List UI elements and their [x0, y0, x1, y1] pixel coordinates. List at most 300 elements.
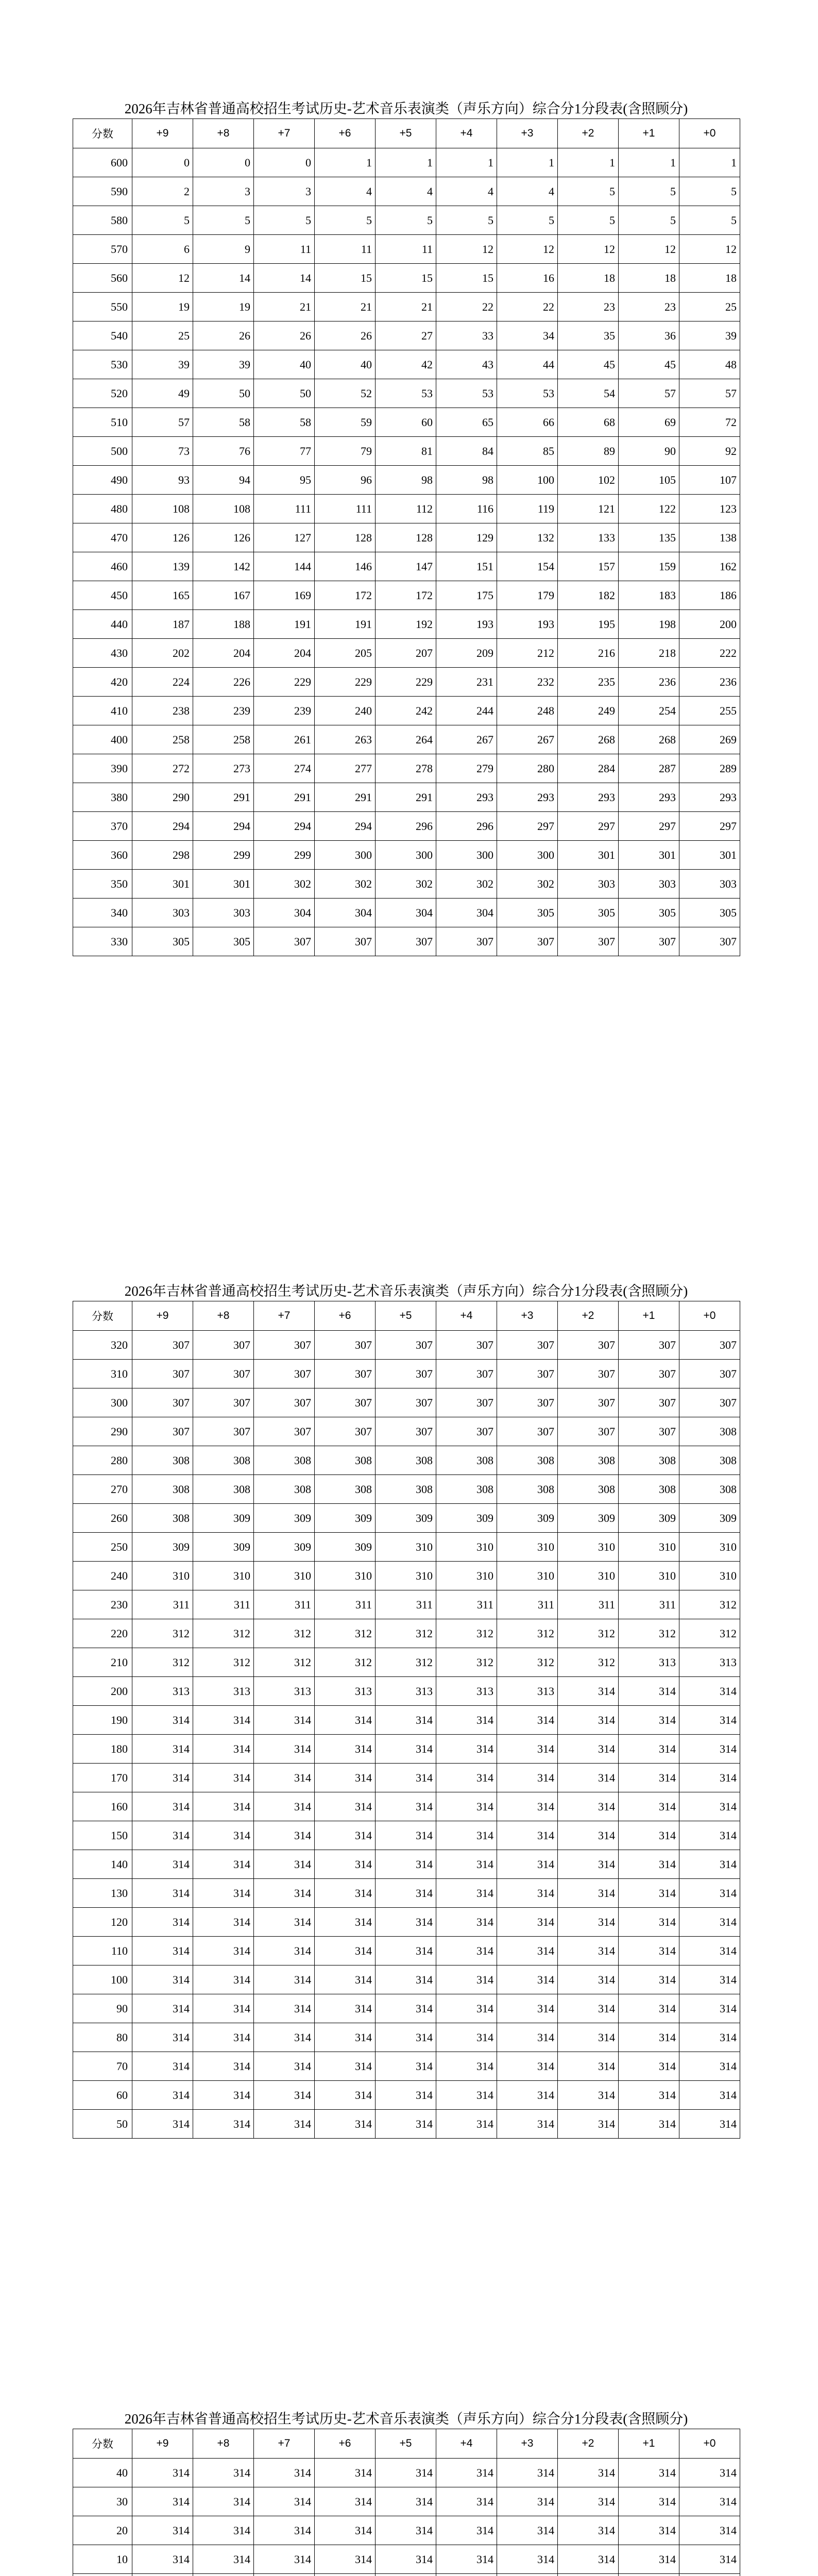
count-cell: 314 [315, 1937, 376, 1965]
count-cell: 307 [558, 1388, 619, 1417]
table-header-row [73, 2429, 740, 2459]
count-cell: 314 [558, 2052, 619, 2081]
count-cell: 307 [132, 1417, 193, 1446]
count-cell: 307 [679, 1388, 740, 1417]
count-cell: 305 [619, 899, 679, 927]
count-cell: 314 [558, 1908, 619, 1937]
count-cell: 84 [436, 437, 497, 466]
count-cell: 25 [679, 293, 740, 321]
count-cell: 314 [619, 1965, 679, 1994]
table-row [73, 321, 740, 350]
column-header-offset: +3 [497, 119, 558, 148]
count-cell: 85 [497, 437, 558, 466]
count-cell: 69 [619, 408, 679, 437]
table-row [73, 2487, 740, 2516]
count-cell: 307 [436, 1388, 497, 1417]
count-cell [315, 2574, 376, 2576]
score-cell: 240 [73, 1562, 132, 1590]
count-cell: 19 [193, 293, 254, 321]
count-cell: 165 [132, 581, 193, 610]
count-cell: 274 [254, 754, 315, 783]
score-cell: 600 [73, 148, 132, 177]
count-cell: 212 [497, 639, 558, 668]
score-cell [73, 2574, 132, 2576]
count-cell: 311 [315, 1590, 376, 1619]
count-cell: 313 [436, 1677, 497, 1706]
count-cell: 300 [376, 841, 436, 870]
score-cell: 500 [73, 437, 132, 466]
count-cell: 314 [679, 1735, 740, 1764]
table-title: 2026年吉林省普通高校招生考试历史-艺术音乐表演类（声乐方向）综合分1分段表(含照顾分) [124, 101, 688, 116]
count-cell: 314 [376, 1994, 436, 2023]
table-row [73, 523, 740, 552]
count-cell: 303 [132, 899, 193, 927]
count-cell: 309 [679, 1504, 740, 1533]
table-row [73, 2052, 740, 2081]
count-cell: 307 [619, 1388, 679, 1417]
count-cell: 314 [193, 2487, 254, 2516]
count-cell: 93 [132, 466, 193, 495]
count-cell: 307 [558, 1331, 619, 1360]
count-cell: 108 [193, 495, 254, 523]
count-cell: 309 [254, 1533, 315, 1562]
count-cell: 264 [376, 725, 436, 754]
count-cell: 307 [497, 1360, 558, 1388]
count-cell: 236 [679, 668, 740, 697]
column-header-offset: +5 [376, 2429, 436, 2459]
count-cell: 314 [376, 1965, 436, 1994]
table-row [73, 581, 740, 610]
count-cell: 307 [497, 1331, 558, 1360]
count-cell: 254 [619, 697, 679, 725]
column-header-score: 分数 [73, 2429, 132, 2459]
count-cell: 297 [497, 812, 558, 841]
count-cell: 314 [679, 2052, 740, 2081]
count-cell: 314 [254, 1879, 315, 1908]
count-cell: 314 [436, 2545, 497, 2574]
count-cell: 293 [558, 783, 619, 812]
count-cell: 291 [315, 783, 376, 812]
column-header-offset: +8 [193, 119, 254, 148]
count-cell: 314 [619, 2110, 679, 2139]
count-cell: 5 [376, 206, 436, 235]
count-cell: 312 [497, 1619, 558, 1648]
count-cell: 193 [436, 610, 497, 639]
count-cell: 0 [193, 148, 254, 177]
count-cell: 314 [132, 1908, 193, 1937]
count-cell: 312 [315, 1619, 376, 1648]
count-cell: 44 [497, 350, 558, 379]
count-cell: 314 [558, 1792, 619, 1821]
count-cell: 310 [619, 1562, 679, 1590]
count-cell: 269 [679, 725, 740, 754]
count-cell: 314 [436, 1735, 497, 1764]
count-cell: 314 [679, 2459, 740, 2487]
count-cell: 314 [132, 2516, 193, 2545]
count-cell: 204 [254, 639, 315, 668]
count-cell: 307 [679, 1331, 740, 1360]
count-cell: 314 [376, 2545, 436, 2574]
column-header-offset: +7 [254, 2429, 315, 2459]
column-header-offset: +2 [558, 119, 619, 148]
count-cell [254, 2574, 315, 2576]
score-cell: 580 [73, 206, 132, 235]
score-cell: 330 [73, 927, 132, 956]
count-cell: 314 [619, 1850, 679, 1879]
count-cell: 314 [254, 2110, 315, 2139]
count-cell: 304 [315, 899, 376, 927]
count-cell: 5 [679, 177, 740, 206]
count-cell: 207 [376, 639, 436, 668]
score-table-page-2 [73, 1279, 740, 2139]
count-cell: 303 [679, 870, 740, 899]
count-cell: 310 [679, 1533, 740, 1562]
count-cell: 314 [679, 2110, 740, 2139]
score-cell: 190 [73, 1706, 132, 1735]
count-cell: 314 [436, 2516, 497, 2545]
count-cell: 314 [132, 1735, 193, 1764]
count-cell: 308 [679, 1446, 740, 1475]
count-cell: 308 [497, 1475, 558, 1504]
count-cell: 307 [619, 927, 679, 956]
count-cell: 314 [132, 1994, 193, 2023]
count-cell: 314 [558, 1677, 619, 1706]
count-cell: 297 [619, 812, 679, 841]
count-cell: 314 [619, 2487, 679, 2516]
count-cell: 159 [619, 552, 679, 581]
count-cell: 314 [679, 1821, 740, 1850]
count-cell: 305 [132, 927, 193, 956]
count-cell [193, 2574, 254, 2576]
count-cell: 5 [619, 177, 679, 206]
count-cell [619, 2574, 679, 2576]
count-cell: 3 [193, 177, 254, 206]
count-cell: 15 [436, 264, 497, 293]
count-cell: 307 [376, 1417, 436, 1446]
score-cell: 530 [73, 350, 132, 379]
count-cell: 312 [436, 1648, 497, 1677]
count-cell: 301 [132, 870, 193, 899]
count-cell: 0 [132, 148, 193, 177]
count-cell: 314 [497, 1879, 558, 1908]
column-header-offset: +7 [254, 119, 315, 148]
count-cell: 314 [497, 2459, 558, 2487]
count-cell: 205 [315, 639, 376, 668]
count-cell: 3 [254, 177, 315, 206]
count-cell: 146 [315, 552, 376, 581]
count-cell: 314 [497, 2081, 558, 2110]
score-cell: 30 [73, 2487, 132, 2516]
column-header-offset: +5 [376, 1301, 436, 1331]
count-cell: 314 [132, 1965, 193, 1994]
count-cell: 310 [679, 1562, 740, 1590]
count-cell: 308 [254, 1446, 315, 1475]
count-cell: 314 [193, 2052, 254, 2081]
count-cell: 195 [558, 610, 619, 639]
column-header-offset: +7 [254, 1301, 315, 1331]
count-cell: 293 [497, 783, 558, 812]
count-cell: 50 [193, 379, 254, 408]
count-cell: 314 [679, 1764, 740, 1792]
count-cell: 42 [376, 350, 436, 379]
count-cell: 314 [376, 2081, 436, 2110]
table-row [73, 1562, 740, 1590]
table-row [73, 841, 740, 870]
count-cell: 313 [679, 1648, 740, 1677]
count-cell [497, 2574, 558, 2576]
table-row [73, 725, 740, 754]
count-cell: 312 [193, 1648, 254, 1677]
count-cell: 307 [315, 1388, 376, 1417]
count-cell: 314 [619, 1792, 679, 1821]
count-cell: 1 [436, 148, 497, 177]
count-cell: 303 [619, 870, 679, 899]
count-cell: 268 [619, 725, 679, 754]
count-cell: 308 [376, 1446, 436, 1475]
count-cell: 15 [315, 264, 376, 293]
count-cell: 175 [436, 581, 497, 610]
count-cell: 290 [132, 783, 193, 812]
count-cell: 312 [254, 1619, 315, 1648]
count-cell: 35 [558, 321, 619, 350]
count-cell: 307 [254, 1417, 315, 1446]
count-cell: 22 [436, 293, 497, 321]
count-cell: 263 [315, 725, 376, 754]
count-cell: 12 [619, 235, 679, 264]
count-cell: 307 [315, 927, 376, 956]
table-row [73, 1475, 740, 1504]
count-cell: 314 [679, 1937, 740, 1965]
count-cell: 312 [619, 1619, 679, 1648]
count-cell: 297 [558, 812, 619, 841]
count-cell: 314 [619, 2081, 679, 2110]
count-cell: 314 [193, 1735, 254, 1764]
count-cell: 5 [679, 206, 740, 235]
score-cell: 510 [73, 408, 132, 437]
count-cell: 314 [376, 2110, 436, 2139]
count-cell: 314 [193, 1965, 254, 1994]
count-cell: 314 [558, 2110, 619, 2139]
column-header-offset: +6 [315, 2429, 376, 2459]
count-cell: 244 [436, 697, 497, 725]
count-cell: 59 [315, 408, 376, 437]
count-cell: 273 [193, 754, 254, 783]
count-cell: 305 [193, 927, 254, 956]
count-cell: 314 [193, 2023, 254, 2052]
table-row [73, 466, 740, 495]
count-cell: 26 [193, 321, 254, 350]
count-cell: 299 [254, 841, 315, 870]
count-cell: 144 [254, 552, 315, 581]
count-cell: 12 [497, 235, 558, 264]
count-cell: 314 [315, 1792, 376, 1821]
count-cell: 116 [436, 495, 497, 523]
count-cell: 187 [132, 610, 193, 639]
count-cell: 14 [193, 264, 254, 293]
count-cell: 314 [254, 1937, 315, 1965]
table-row [73, 2023, 740, 2052]
count-cell: 314 [497, 1965, 558, 1994]
count-cell: 308 [619, 1475, 679, 1504]
count-cell: 312 [132, 1648, 193, 1677]
table-row [73, 1533, 740, 1562]
table-row [73, 2545, 740, 2574]
count-cell: 307 [376, 1331, 436, 1360]
count-cell: 126 [132, 523, 193, 552]
count-cell: 310 [558, 1562, 619, 1590]
count-cell: 4 [436, 177, 497, 206]
count-cell: 314 [558, 2023, 619, 2052]
count-cell: 303 [193, 899, 254, 927]
count-cell: 314 [436, 1965, 497, 1994]
score-cell: 420 [73, 668, 132, 697]
count-cell: 191 [254, 610, 315, 639]
table-row [73, 2516, 740, 2545]
count-cell: 54 [558, 379, 619, 408]
count-cell: 23 [558, 293, 619, 321]
score-cell: 310 [73, 1360, 132, 1388]
count-cell: 57 [679, 379, 740, 408]
count-cell: 1 [497, 148, 558, 177]
count-cell: 76 [193, 437, 254, 466]
count-cell: 119 [497, 495, 558, 523]
column-header-offset: +4 [436, 2429, 497, 2459]
score-cell: 320 [73, 1331, 132, 1360]
count-cell: 169 [254, 581, 315, 610]
count-cell: 53 [497, 379, 558, 408]
count-cell: 314 [193, 1994, 254, 2023]
column-header-offset: +5 [376, 119, 436, 148]
count-cell: 314 [193, 1821, 254, 1850]
count-cell: 27 [376, 321, 436, 350]
count-cell: 302 [376, 870, 436, 899]
count-cell: 45 [619, 350, 679, 379]
table-row [73, 870, 740, 899]
count-cell: 308 [193, 1446, 254, 1475]
count-cell: 272 [132, 754, 193, 783]
count-cell: 307 [679, 1360, 740, 1388]
table-row [73, 437, 740, 466]
count-cell: 298 [132, 841, 193, 870]
count-cell: 167 [193, 581, 254, 610]
count-cell: 305 [679, 899, 740, 927]
count-cell: 183 [619, 581, 679, 610]
count-cell: 258 [132, 725, 193, 754]
count-cell: 1 [679, 148, 740, 177]
score-cell: 430 [73, 639, 132, 668]
count-cell: 314 [619, 1706, 679, 1735]
count-cell: 307 [132, 1388, 193, 1417]
table-row [73, 697, 740, 725]
count-cell: 242 [376, 697, 436, 725]
count-cell: 314 [558, 2459, 619, 2487]
count-cell: 314 [436, 1908, 497, 1937]
score-cell: 280 [73, 1446, 132, 1475]
count-cell: 5 [254, 206, 315, 235]
count-cell: 303 [558, 870, 619, 899]
count-cell: 280 [497, 754, 558, 783]
count-cell: 249 [558, 697, 619, 725]
column-header-offset: +0 [679, 119, 740, 148]
count-cell: 26 [315, 321, 376, 350]
count-cell: 314 [558, 1994, 619, 2023]
count-cell: 300 [497, 841, 558, 870]
count-cell: 314 [436, 1879, 497, 1908]
count-cell: 5 [558, 177, 619, 206]
count-cell: 92 [679, 437, 740, 466]
count-cell: 314 [679, 1677, 740, 1706]
count-cell: 151 [436, 552, 497, 581]
count-cell: 4 [497, 177, 558, 206]
table-row [73, 812, 740, 841]
count-cell: 301 [193, 870, 254, 899]
count-cell: 309 [254, 1504, 315, 1533]
count-cell: 308 [193, 1475, 254, 1504]
count-cell: 123 [679, 495, 740, 523]
table-row [73, 610, 740, 639]
count-cell: 142 [193, 552, 254, 581]
score-cell: 100 [73, 1965, 132, 1994]
column-header-offset: +2 [558, 1301, 619, 1331]
count-cell: 302 [254, 870, 315, 899]
table-row [73, 1331, 740, 1360]
count-cell: 307 [436, 1360, 497, 1388]
count-cell: 314 [376, 1850, 436, 1879]
column-header-score: 分数 [73, 119, 132, 148]
count-cell: 314 [254, 1821, 315, 1850]
count-cell: 307 [497, 1388, 558, 1417]
table-row [73, 408, 740, 437]
score-cell: 290 [73, 1417, 132, 1446]
count-cell: 314 [619, 2052, 679, 2081]
count-cell: 192 [376, 610, 436, 639]
count-cell: 312 [376, 1648, 436, 1677]
count-cell: 314 [619, 1937, 679, 1965]
count-cell: 14 [254, 264, 315, 293]
score-cell: 180 [73, 1735, 132, 1764]
count-cell [132, 2574, 193, 2576]
score-cell: 300 [73, 1388, 132, 1417]
count-cell: 314 [497, 2487, 558, 2516]
count-cell: 172 [376, 581, 436, 610]
count-cell: 314 [619, 2545, 679, 2574]
table-row [73, 552, 740, 581]
count-cell: 314 [436, 1821, 497, 1850]
count-cell: 4 [376, 177, 436, 206]
count-cell: 314 [497, 1735, 558, 1764]
count-cell: 314 [315, 1821, 376, 1850]
score-cell: 150 [73, 1821, 132, 1850]
count-cell: 198 [619, 610, 679, 639]
count-cell: 255 [679, 697, 740, 725]
count-cell: 308 [132, 1475, 193, 1504]
count-cell: 40 [254, 350, 315, 379]
score-cell: 50 [73, 2110, 132, 2139]
count-cell: 314 [315, 1879, 376, 1908]
score-cell: 390 [73, 754, 132, 783]
count-cell: 307 [376, 1388, 436, 1417]
count-cell: 294 [193, 812, 254, 841]
count-cell: 314 [132, 1879, 193, 1908]
table-row [73, 1735, 740, 1764]
count-cell: 313 [132, 1677, 193, 1706]
count-cell: 314 [558, 1706, 619, 1735]
count-cell: 314 [558, 2545, 619, 2574]
count-cell: 294 [254, 812, 315, 841]
count-cell: 60 [376, 408, 436, 437]
count-cell: 314 [315, 1764, 376, 1792]
count-cell: 293 [679, 783, 740, 812]
